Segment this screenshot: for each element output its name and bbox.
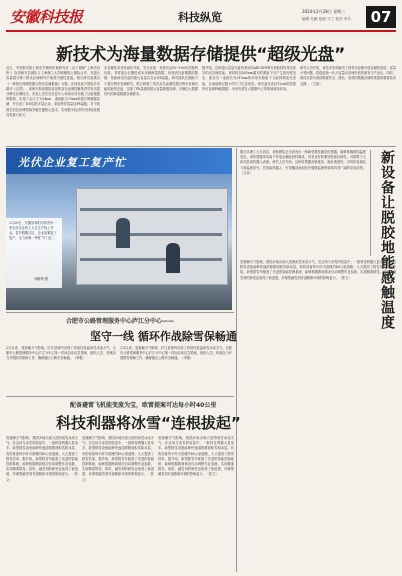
worker-figure — [116, 218, 130, 248]
issue-date: 2024年2月28日 星期三 — [302, 9, 346, 14]
article-1-body-col4: 研究人员介绍，该技术有效解决了现有光存储介质存储密度低、容量小等问题，将促进新一代大容量光存储介质的研发与产业化。同时，该技术将为我国构建安全、绿色、高效的数据存储体系提供重要技术支撑。（王凯） — [300, 66, 396, 86]
sidebar-headline: 新设备让脱胶地能感触温度 — [379, 150, 395, 330]
rack-shelf — [80, 258, 222, 261]
article-1-body-col1: 近日，中国科学院上海光学精密机械研究所（以下简称“上海光机所”）阮昊研究员团队与上海理工大学顾敏院士团队合作，在超大容量超分辨三维光存储研究中取得突破性进展。相关研究成果以《一种拍比特级的聚合物光存储系统》为题，在线发表于国际学术期刊《自然》。该研究利用国际首创的双光束调控聚集诱导发光超分辨光存储技术，实验上首次在信息写入和读出均突破了衍射极限的限制，实现了点尺寸为54nm、道间距为70nm的超分辨数据存储，并完成了100层的多层记录，单盘等效容量达Pb量级，对于我国在信息存储领域突破关键核心技术、实现数字经济的可持续发展具有重大意义。 — [6, 66, 100, 117]
sidebar-divider — [370, 150, 371, 256]
photo-caption: 2月20日，安徽省阜阳市界首市一家光伏企业的工人在生产线上作业。春节假期过后，企业加紧复工复产，全力冲刺一季度“开门红”。 — [9, 221, 57, 240]
section-divider — [6, 312, 234, 313]
column-divider — [236, 148, 237, 572]
photo-credit: 刘勤利 摄 — [34, 277, 48, 281]
rack-shelf — [80, 208, 222, 211]
photo-banner-text: 光伏企业复工复产忙 — [18, 156, 126, 169]
article-3-body-col1: 受寒潮天气影响，我国多地出现大范围雨雪冰冻天气。在这场与冰雪的较量中，一批科技利器大显身手。新型除雪设备能够快速清除路面积雪和冰层，有的设备每小时可清理约40公里道路，大大提高了除雪效率。据介绍，新型除雪车配备了先进的智能控制系统，能够根据路面情况自动调整作业参数，实现精准除雪。同时，融雪剂的研发也取得了新进展，环保型融雪剂对道路和环境的影响更小。（张文） — [6, 436, 78, 482]
section-divider — [6, 146, 396, 147]
editor-credits: 编辑 孔鹏 组版 马兰 校对 李东 — [302, 17, 351, 21]
article-2-headline: 坚守一线 循环作战除雪保畅通 — [90, 330, 237, 343]
article-1-body-col3: 据介绍，这种超大容量光盘所采用的AIE-DDPR光刻胶材料具有优异的光存储性能，该材料在405nm激光的照射下可产生高亮度荧光，而在另一束波长为515nm的环形光照射下又能抑制荧光发射，从而能够以极小的尺寸记录信息。该光盘在直径12cm的范围内可存储Pb级数据，未来有望在大数据中心等领域获得应用。 — [202, 66, 296, 91]
photo-caption-box — [6, 218, 62, 288]
section-title: 科技纵览 — [178, 11, 222, 24]
rack-shelf — [80, 233, 222, 236]
sidebar-body-continued: 受寒潮天气影响，我国多地出现大范围雨雪冰冻天气。在这场与冰雪的较量中，一批科技利器大显身手。新型除雪设备能够快速清除路面积雪和冰层，有的设备每小时可清理约40公里道路，大大提高了除雪效率。据介绍，新型除雪车配备了先进的智能控制系统，能够根据路面情况自动调整作业参数，实现精准除雪。同时，融雪剂的研发也取得了新进展，环保型融雪剂对道路和环境的影响更小。（张文） — [240, 260, 396, 280]
article-3-body-col3: 受寒潮天气影响，我国多地出现大范围雨雪冰冻天气。在这场与冰雪的较量中，一批科技利器大显身手。新型除雪设备能够快速清除路面积雪和冰层，有的设备每小时可清理约40公里道路，大大提高了除雪效率。据介绍，新型除雪车配备了先进的智能控制系统，能够根据路面情况自动调整作业参数，实现精准除雪。同时，融雪剂的研发也取得了新进展，环保型融雪剂对道路和环境的影响更小。（张文） — [158, 436, 234, 477]
sidebar-body-top: 据北京理工大学消息，该校团队近日研发出一种新型柔性触觉传感器，能够准确感知温度变化。该传感器采用离子导电水凝胶材料制成，具有良好的柔韧性和拉伸性，可贴附于人体皮肤或机器人表面。研究人员介绍，这种传感器灵敏度高、响应速度快，可同时检测压力和温度信号，在智能机器人、可穿戴设备和医疗健康监测等领域具有广阔的应用前景。（文宣） — [240, 150, 366, 175]
header-rule — [6, 30, 396, 32]
article-2-body-col2: 2月以来，受寒潮天气影响，庐江县境内出现了持续性低温雨雪冰冻天气。合肥市公路管理服务中心庐江分中心第一时间启动应急预案，组织人员、机械全力开展除雪保畅工作，确保辖区公路安全畅通。（李强） — [120, 346, 232, 361]
article-1-headline: 新技术为海量数据存储提供“超级光盘” — [56, 45, 345, 65]
article-1-body-col2: 光存储技术具有绿色节能、安全可靠、寿命长达50~100年的独特优势，非常适合长期低成本存储海量数据。但受到衍射极限的限制，传统商用光盘的最大容量仅在百GB量级。研究团队长期致力于超分辨光存储研究，联合研制了具有双光束调控超分辨光存储功能的新型光盘，实现了Pb量级的超大容量数据存储，可满足大数据时代的海量数据存储需求。 — [104, 66, 198, 97]
article-3-headline: 科技利器将冰雪“连根拔起” — [56, 414, 241, 432]
page-number: 07 — [366, 6, 396, 28]
worker-figure — [166, 243, 180, 273]
equipment-rack — [76, 188, 228, 285]
article-2-body-col1: 2月以来，受寒潮天气影响，庐江县境内出现了持续性低温雨雪冰冻天气。合肥市公路管理服务中心庐江分中心第一时间启动应急预案，组织人员、机械全力开展除雪保畅工作，确保辖区公路安全畅通。（李强） — [6, 346, 116, 361]
article-2-kicker: 合肥市公路管理服务中心庐江分中心—— — [66, 318, 175, 325]
article-3-kicker: 配备避雷飞机能变废为宝，欧雷提案可达每小时40公里 — [70, 402, 217, 409]
newspaper-logo: 安徽科技报 — [10, 8, 83, 26]
article-3-body-col2: 受寒潮天气影响，我国多地出现大范围雨雪冰冻天气。在这场与冰雪的较量中，一批科技利器大显身手。新型除雪设备能够快速清除路面积雪和冰层，有的设备每小时可清理约40公里道路，大大提高了除雪效率。据介绍，新型除雪车配备了先进的智能控制系统，能够根据路面情况自动调整作业参数，实现精准除雪。同时，融雪剂的研发也取得了新进展，环保型融雪剂对道路和环境的影响更小。（张文） — [82, 436, 154, 482]
section-divider — [6, 396, 234, 397]
